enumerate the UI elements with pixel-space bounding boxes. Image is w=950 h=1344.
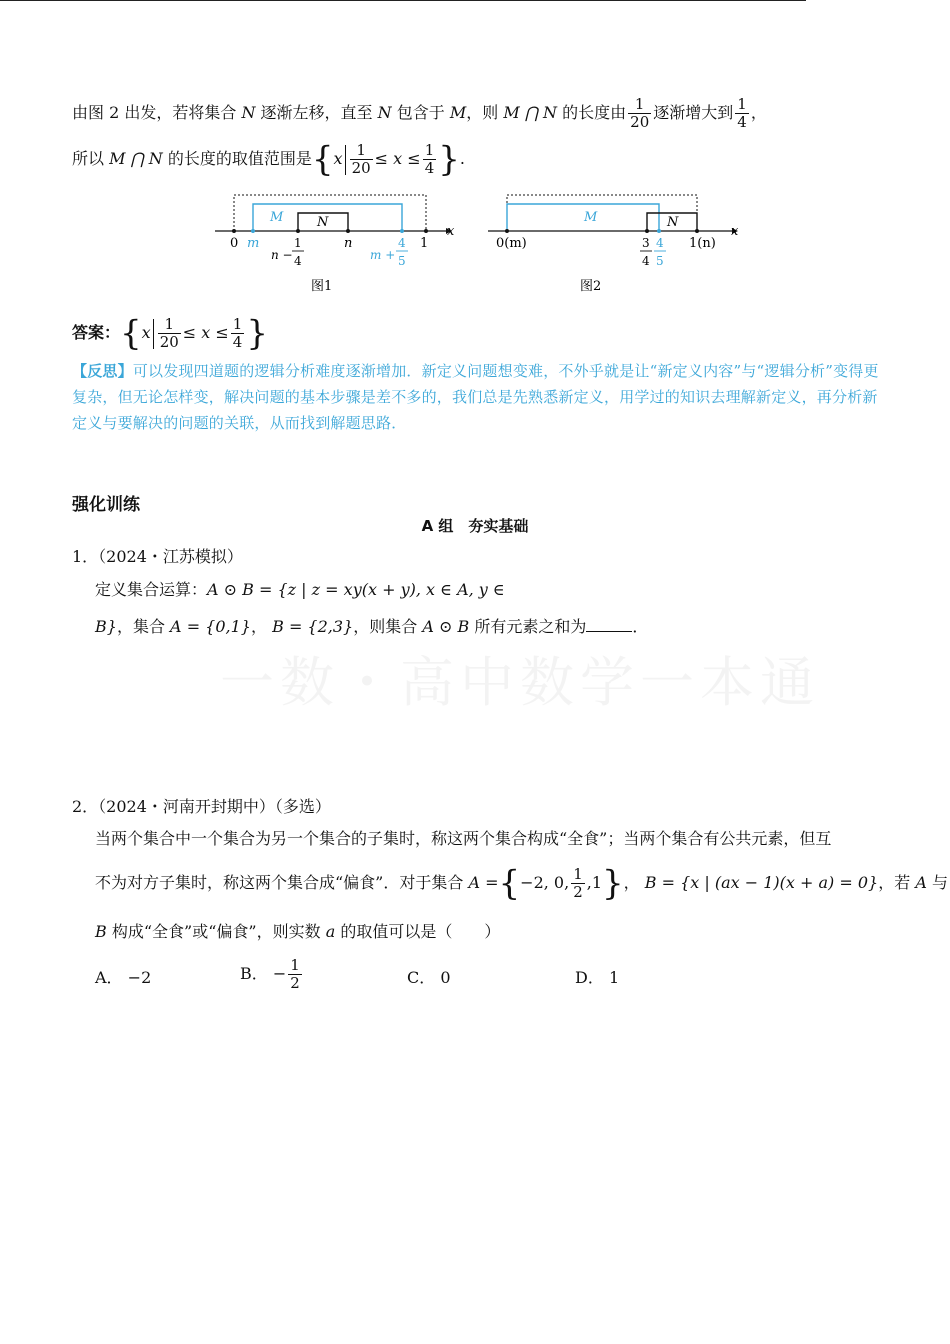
set-elements: −2, 0, xyxy=(520,873,570,892)
point-m xyxy=(251,229,255,233)
answer-blank[interactable] xyxy=(586,615,632,632)
fraction-1-2: $\frac{1}{2}$ xyxy=(290,956,300,992)
figure-2-caption: 图2 xyxy=(580,279,602,294)
set-B: B = {2,3} xyxy=(272,617,354,636)
inequality: ≤ x ≤ xyxy=(374,149,421,168)
watermark: 一数・高中数学一本通 xyxy=(220,651,820,714)
set-B: B = {x | (ax − 1)(x + a) = 0} xyxy=(644,873,879,892)
option-value: 0 xyxy=(440,968,451,987)
var-A: A xyxy=(915,873,927,892)
text: 的长度的取值范围是 xyxy=(167,149,312,168)
q1-header-text: 1．（2024・江苏模拟） xyxy=(72,547,243,566)
point-0 xyxy=(232,229,236,233)
point-3-4 xyxy=(645,229,649,233)
answer-label: 答案： xyxy=(72,323,121,342)
formula: B} xyxy=(95,617,117,636)
point-1 xyxy=(424,229,428,233)
fraction-1-20: $\frac{1}{20}$ xyxy=(159,315,179,351)
intersection-MN: M ⋂ N xyxy=(503,103,558,122)
option-value: −2 xyxy=(127,968,152,987)
option-label: C． xyxy=(407,968,436,987)
left-brace: { xyxy=(498,863,521,904)
reflection-text: 可以发现四道题的逻辑分析难度逐渐增加．新定义问题想变难，不外乎就是让“新定义内容”与“逻辑分析”变得更复杂，但无论怎样变，解决问题的基本步骤是差不多的，我们总是先熟悉新定义，用学过的知识去理解新定义，再分析新定义与要解决的问题的关联，从而找到解题思路． xyxy=(72,362,879,432)
left-brace: { xyxy=(120,313,142,354)
tick-n: n xyxy=(344,236,353,251)
header-rule xyxy=(0,0,806,1)
set-elements: ,1 xyxy=(586,873,602,892)
tick-34-num: 3 xyxy=(642,236,650,250)
text: ． xyxy=(632,617,649,636)
text: 包含于 xyxy=(396,103,445,122)
right-brace: } xyxy=(246,313,268,354)
q1-header xyxy=(72,546,243,568)
option-label: B． xyxy=(240,964,268,983)
text: 所有元素之和为 xyxy=(474,617,587,636)
number-line-figures xyxy=(0,185,950,300)
intersection-MN: M ⋂ N xyxy=(109,149,163,168)
text: 定义集合运算： xyxy=(95,580,208,599)
set-bar xyxy=(345,145,346,175)
reflection-tag: 【反思】 xyxy=(72,362,133,380)
fraction-1-20: $\frac{1}{20}$ xyxy=(351,141,371,177)
set-A: A = {0,1} xyxy=(170,617,251,636)
text: ，集合 xyxy=(116,617,165,636)
fraction-1-20: $\frac{1}{20}$ xyxy=(630,95,650,131)
q1-line-2 xyxy=(95,615,648,638)
tick-quarter-num: 1 xyxy=(294,236,302,250)
tick-45-den: 5 xyxy=(398,254,406,268)
set-bar xyxy=(153,319,154,349)
var-x: x xyxy=(333,149,343,168)
solution-line-2 xyxy=(72,139,465,180)
interval-M xyxy=(507,204,659,231)
tick-34-den: 4 xyxy=(642,254,650,268)
q1-line-1 xyxy=(95,579,505,601)
var-B: B xyxy=(95,922,107,941)
axis-label-x: x xyxy=(731,224,739,239)
group-title: A 组 夯实基础 xyxy=(421,517,529,535)
op-AB: A ⊙ B xyxy=(422,617,470,636)
text: ，则集合 xyxy=(353,617,418,636)
q2-line-2 xyxy=(95,863,948,904)
text: ，若 xyxy=(878,873,911,892)
figure-1-caption: 图1 xyxy=(311,279,333,294)
tick-quarter-den: 4 xyxy=(294,254,302,268)
answer-line xyxy=(72,313,268,354)
option-sign: − xyxy=(272,964,287,983)
solution-line-1 xyxy=(72,96,767,131)
option-b[interactable] xyxy=(240,957,304,992)
left-brace: { xyxy=(311,139,334,180)
text: ， xyxy=(250,617,267,636)
formula: A ⊙ B = {z | z = xy(x + y), x ∈ A, y ∈ xyxy=(207,580,505,599)
text: 逐渐左移，直至 xyxy=(260,103,373,122)
tick-0: 0 xyxy=(230,236,239,251)
tick-0-m: 0(m) xyxy=(496,236,527,251)
q2-header xyxy=(72,796,331,818)
point-0 xyxy=(505,229,509,233)
tick-45-num: 4 xyxy=(398,236,406,250)
figure-2 xyxy=(488,195,739,294)
label-M: M xyxy=(270,210,284,225)
tick-n-minus-text: n − xyxy=(271,248,293,262)
text: 不为对方子集时，称这两个集合成“偏食”．对于集合 xyxy=(95,873,464,892)
option-a[interactable] xyxy=(95,965,151,988)
set-A: A = xyxy=(468,873,499,892)
fraction-1-4: $\frac{1}{4}$ xyxy=(737,95,747,131)
option-label: D． xyxy=(575,968,604,987)
option-d[interactable] xyxy=(575,965,619,988)
option-value: 1 xyxy=(608,968,620,987)
text: 构成“全食”或“偏食”，则实数 xyxy=(111,922,321,941)
inequality: ≤ x ≤ xyxy=(182,323,229,342)
text: 与 xyxy=(931,873,948,892)
text: 所以 xyxy=(72,149,105,168)
label-N: N xyxy=(667,215,679,230)
tick-45-num: 4 xyxy=(656,236,664,250)
axis-label-x: x xyxy=(447,224,455,239)
figure-1 xyxy=(215,195,455,294)
var-x: x xyxy=(141,323,151,342)
var-a: a xyxy=(325,922,336,941)
text: 由图 2 出发，若将集合 xyxy=(72,103,237,122)
text: ，则 xyxy=(466,103,499,122)
var-N: N xyxy=(377,103,392,122)
q2-header-text: 2．（2024・河南开封期中）（多选） xyxy=(72,797,331,816)
text: 逐渐增大到 xyxy=(653,103,734,122)
point-n-minus xyxy=(296,229,300,233)
tick-m-plus-text: m + xyxy=(370,248,396,262)
fraction-1-2: $\frac{1}{2}$ xyxy=(573,865,583,901)
option-c[interactable] xyxy=(407,965,451,988)
text: 的长度由 xyxy=(562,103,627,122)
point-4-5 xyxy=(657,229,661,233)
tick-m: m xyxy=(247,236,260,251)
text: . xyxy=(459,149,465,168)
fraction-1-4: $\frac{1}{4}$ xyxy=(232,315,243,351)
text: 当两个集合中一个集合为另一个集合的子集时，称这两个集合构成“全食”；当两个集合有公共元素，但互 xyxy=(95,829,832,848)
var-M: M xyxy=(449,103,467,122)
tick-45-den: 5 xyxy=(656,254,664,268)
point-1 xyxy=(695,229,699,233)
label-M: M xyxy=(584,210,598,225)
q2-line-3 xyxy=(95,921,500,943)
right-brace: } xyxy=(602,863,624,904)
text: ， xyxy=(750,103,767,122)
label-N: N xyxy=(317,215,329,230)
right-brace: } xyxy=(438,139,460,180)
tick-1: 1 xyxy=(420,236,429,251)
section-title: 强化训练 xyxy=(72,495,140,515)
var-N: N xyxy=(241,103,256,122)
point-m-plus xyxy=(400,229,404,233)
q2-line-1 xyxy=(95,828,831,850)
text: ， xyxy=(623,873,640,892)
option-label: A． xyxy=(95,968,123,987)
fraction-1-4: $\frac{1}{4}$ xyxy=(424,141,435,177)
text: 的取值可以是（ ） xyxy=(340,922,501,941)
point-n xyxy=(346,229,350,233)
tick-1-n: 1(n) xyxy=(689,236,716,251)
reflection-paragraph xyxy=(72,358,880,436)
